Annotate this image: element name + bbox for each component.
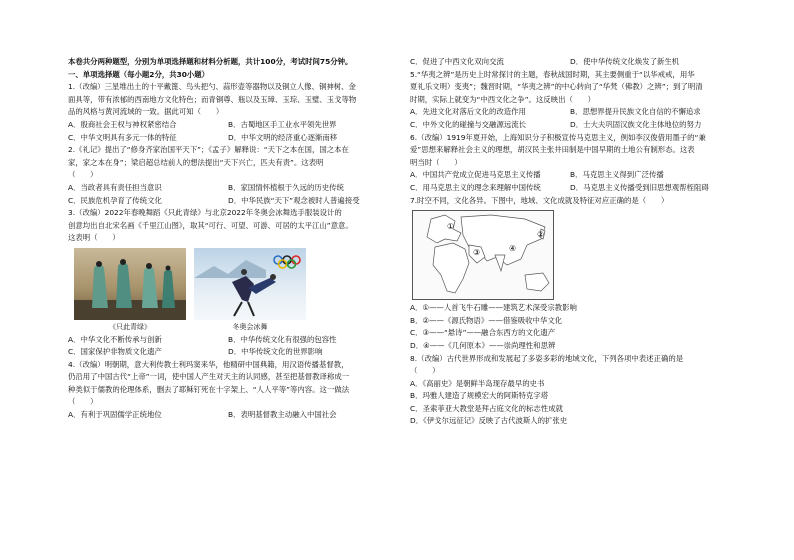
photo-captions (74, 321, 388, 334)
option-d: D．中华民族“天下”观念被时人普遍接受 (228, 195, 360, 205)
option-c: C．圣索菲亚大教堂是拜占庭文化的标志性成就 (410, 403, 563, 413)
question-text: 4.（改编）明朝期，意大利传教士利玛窦来华，他精研中国典籍，用汉语传播基督教， (68, 359, 349, 369)
option-b: B．古蜀地区手工业水平领先世界 (228, 119, 337, 129)
question-8 (410, 353, 730, 429)
option-a: A．中国共产党成立促进马克思主义传播 (410, 170, 541, 180)
option-c: C．民族危机孕育了传统文化 (68, 195, 162, 205)
option-c: C．中外文化的碰撞与交融源远流长 (410, 119, 527, 129)
options-row (410, 119, 730, 132)
options-row (68, 182, 388, 195)
option-d: D．中华传统文化的世界影响 (228, 347, 323, 357)
option-a: A．当政者具有责任担当意识 (68, 182, 162, 192)
map-label-2: ② (537, 230, 545, 240)
question-6 (410, 132, 730, 195)
options-row (68, 409, 388, 422)
exam-intro: 本卷共分两种题型，分别为单项选择题和材料分析题，共计100分，考试时间75分钟。 (68, 57, 353, 66)
options-row (68, 334, 388, 347)
question-text: 明当时（ ） (410, 157, 462, 167)
right-column (410, 56, 730, 428)
question-text: 创意均出自北宋名画《千里江山图》，取其“可行、可望、可游、可居的太平江山”意意。 (68, 220, 353, 230)
options-row (410, 106, 730, 119)
option-b: B．玛雅人建造了规模宏大的阿斯特克字塔 (410, 391, 549, 401)
photo-caption: 《只此青绿》 (109, 322, 151, 331)
option-c: C．促进了中西文化双向交流 (410, 57, 504, 66)
option-c: C．用马克思主义的理念来理解中国传统 (410, 182, 541, 192)
question-text: 6.（改编）1919年夏开始，上海知识分子积极宣传马克思主义，例如李汉俊借用墨子的“兼 (410, 132, 706, 142)
option-a: A．《高丽史》是朝鲜半岛现存最早的史书 (410, 378, 545, 388)
option-c: C．中华文明具有多元一体的特征 (68, 132, 177, 142)
question-text: 3.（改编）2022年春晚舞蹈《只此青绿》与北京2022年冬奥会冰舞选手服装设计的 (68, 208, 342, 218)
question-text: 2.《礼记》提出了“修身齐家治国平天下”；《孟子》解释说：“天下之本在国，国之本在 (68, 145, 349, 155)
option-a: A．先进文化对落后文化的改造作用 (410, 107, 526, 117)
question-text: 品的风格与黄河流域的一致。据此可知（ ） (68, 107, 224, 117)
dance-photo (74, 248, 186, 320)
option-d: D．使中华传统文化焕发了新生机 (570, 57, 680, 66)
option-b: B．中华传统文化有很强的包容性 (228, 334, 337, 344)
question-2 (68, 144, 388, 207)
option-a: A．殷商社会王权与神权紧密结合 (68, 119, 177, 129)
option-b: B．家国情怀植根于久远的历史传统 (228, 182, 344, 192)
question-text: 5.“华夷之辨”是历史上时常探讨的主题，春秋战国时期，其主要侧重于“以华戒戒，用华 (410, 69, 695, 79)
option-c: C．③——“悬诗”——融合东西方的文化遗产 (410, 328, 556, 338)
question-text: 8.（改编）古代世界形成和发展起了多姿多彩的地域文化，下列各项中表述正确的是 (410, 353, 684, 363)
option-a: A．有利于巩固儒学正统地位 (68, 410, 162, 420)
option-c: C．国家保护非物质文化遗产 (68, 347, 162, 357)
map-label-1: ① (447, 222, 455, 232)
options-row (68, 346, 388, 359)
world-map (412, 210, 554, 300)
question-text: （ ） (68, 397, 98, 407)
option-d: D．中华文明的经济重心逐渐南移 (228, 132, 338, 142)
section-title: 一、单项选择题（每小题2分，共30小题） (68, 69, 210, 79)
question-text: （ ） (68, 170, 98, 180)
option-d: D．④——《几何原本》——崇尚理性和思辨 (410, 340, 556, 350)
question-text: 家，家之本在身”；梁启超总结前人的想法提出“天下兴亡，匹夫有责”。这表明 (68, 157, 324, 167)
ice-dance-photo (194, 248, 306, 320)
question-3 (68, 207, 388, 359)
photo-caption: 冬奥会冰舞 (232, 322, 268, 331)
question-1 (68, 81, 388, 144)
option-b: B．马克思主义得到广泛传播 (570, 170, 664, 180)
option-d: D．士大夫巩固汉族文化主体地位的努力 (570, 119, 702, 129)
photo-row (74, 248, 388, 320)
option-d: D．马克思主义传播受到旧思想观帮桎阻碍 (570, 182, 709, 192)
option-a: A．中华文化不断传承与创新 (68, 334, 162, 344)
option-b: B．②——《源氏物语》——借鉴吸收中华文化 (410, 315, 563, 325)
option-d: D．《伊戈尔远征记》反映了古代波斯人的扩张史 (410, 416, 568, 426)
map-label-3: ③ (473, 248, 481, 258)
question-text: 爱”思想来解释社会主义的理想，胡汉民主张井田制是中国早期的土地公有制形态。这表 (410, 145, 695, 155)
question-text: （ ） (410, 366, 440, 376)
question-text: 夏礼乐文明）变夷”；魏晋时期，“华夷之辨”的中心转向了“华梵（佛教）之辨”；到了明清 (410, 82, 703, 92)
question-text: 这表明（ ） (68, 233, 120, 243)
question-text: 1.（改编）三星堆出土的十平戴篦、鸟头把勺、蒜形壶等器物以及铜立人像、铜神树、金 (68, 82, 356, 92)
question-text: 种类似于儒教的伦理体系，删去了耶稣钉死在十字架上、“人人平等”等内容。这一做法 (68, 384, 350, 394)
options-row (68, 119, 388, 132)
map-label-4: ④ (509, 244, 517, 254)
question-text: 面具等，带有浓郁的西南地方文化特色；而青铜尊、瓶以及玉璋、玉琮、玉璧、玉戈等物 (68, 94, 357, 104)
options-row (410, 56, 730, 69)
left-column (68, 56, 388, 422)
question-text: 7.时空不同，文化各异。下图中，地域、文化成就及特征对应正确的是（ ） (410, 195, 669, 205)
options-row (410, 169, 730, 182)
question-4 (68, 359, 388, 422)
question-5 (410, 69, 730, 132)
question-text: 时期，实际上就变为“中西文化之争”。这反映出（ ） (410, 94, 596, 104)
question-text: 仍沿用了中国古代“上帝”一词，使中国人产生对天主的认同感，甚至把基督教译称成一 (68, 372, 350, 382)
options-row (68, 132, 388, 145)
options-row (68, 195, 388, 208)
question-7 (410, 195, 730, 353)
option-b: B．表明基督教主动融入中国社会 (228, 410, 337, 420)
options-row (410, 182, 730, 195)
option-a: A．①——人首飞牛石雕——建筑艺术深受宗教影响 (410, 303, 577, 313)
option-b: B．思想界提升民族文化自信的不懈追求 (570, 107, 701, 117)
